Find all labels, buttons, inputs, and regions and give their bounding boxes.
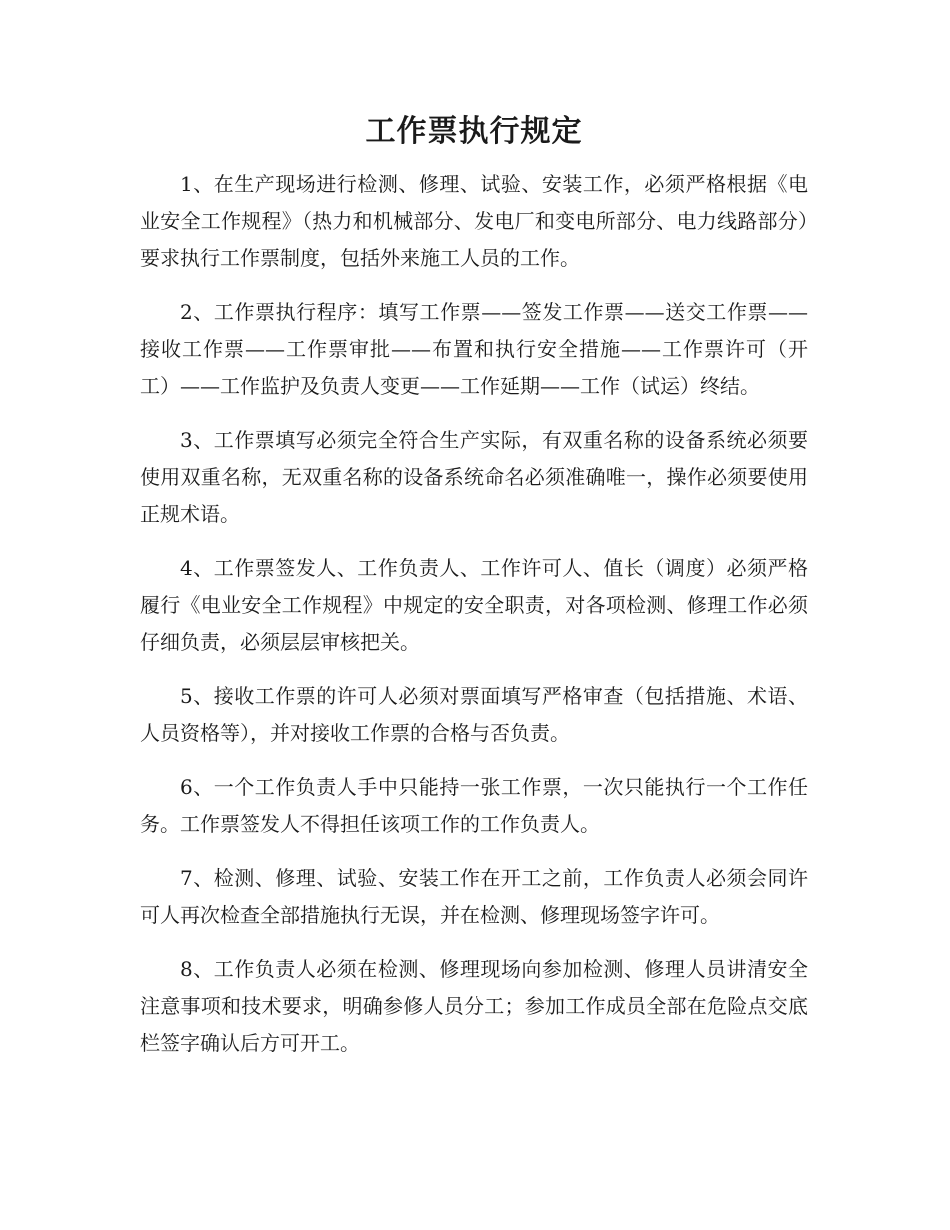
document-title: 工作票执行规定: [365, 114, 583, 149]
paragraph-8: 8、工作负责人必须在检测、修理现场向参加检测、修理人员讲清安全注意事项和技术要求，明确参修人员分工；参加工作成员全部在危险点交底栏签字确认后方可开工。: [140, 957, 808, 1055]
paragraph-6: 6、一个工作负责人手中只能持一张工作票，一次只能执行一个工作任务。工作票签发人不得担任该项工作的工作负责人。: [140, 775, 808, 836]
paragraph-1: 1、在生产现场进行检测、修理、试验、安装工作，必须严格根据《电业安全工作规程》（热力和机械部分、发电厂和变电所部分、电力线路部分）要求执行工作票制度，包括外来施工人员的工作。: [140, 172, 808, 270]
paragraph-3: 3、工作票填写必须完全符合生产实际，有双重名称的设备系统必须要使用双重名称，无双重名称的设备系统命名必须准确唯一，操作必须要使用正规术语。: [140, 428, 808, 526]
paragraph-4: 4、工作票签发人、工作负责人、工作许可人、值长（调度）必须严格履行《电业安全工作规程》中规定的安全职责，对各项检测、修理工作必须仔细负责，必须层层审核把关。: [140, 556, 808, 654]
paragraph-7: 7、检测、修理、试验、安装工作在开工之前，工作负责人必须会同许可人再次检查全部措施执行无误，并在检测、修理现场签字许可。: [140, 866, 808, 927]
paragraph-2: 2、工作票执行程序：填写工作票——签发工作票——送交工作票——接收工作票——工作票审批——布置和执行安全措施——工作票许可（开工）——工作监护及负责人变更——工作延期——工作（试运）终结。: [140, 300, 808, 398]
document-page: [140, 108, 808, 1079]
paragraph-5: 5、接收工作票的许可人必须对票面填写严格审查（包括措施、术语、人员资格等），并对接收工作票的合格与否负责。: [140, 684, 808, 745]
